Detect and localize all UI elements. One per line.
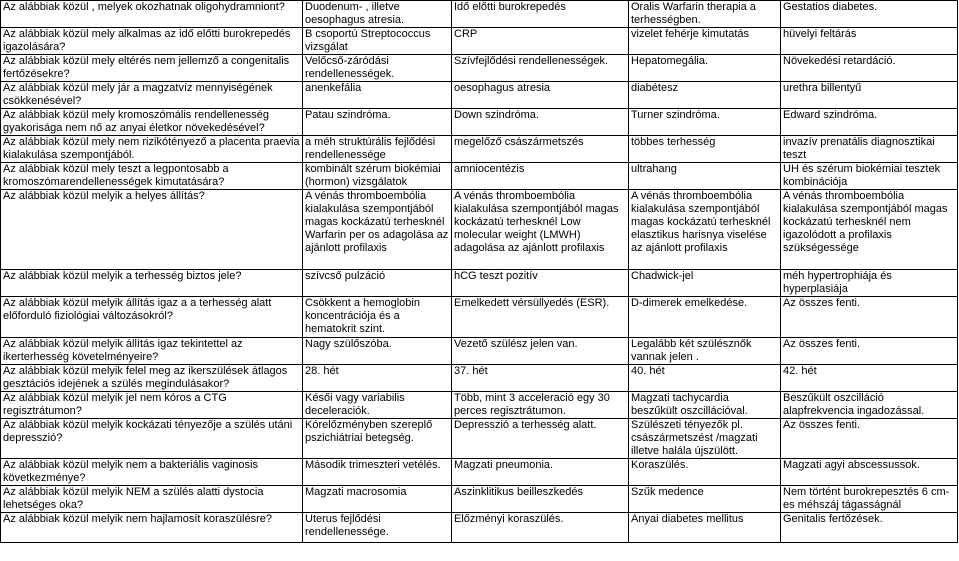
answer-option-a: Kórelőzményben szereplő pszichiátriai betegség. xyxy=(303,419,452,459)
table-row xyxy=(1,190,958,270)
answer-option-d: Magzati agyi abscessussok. xyxy=(781,459,958,486)
answer-option-a: Velőcső-záródási rendellenességek. xyxy=(303,55,452,82)
answer-option-d: Gestatios diabetes. xyxy=(781,1,958,28)
answer-option-b: oesophagus atresia xyxy=(452,82,629,109)
question-cell: Az alábbiak közül melyik nem hajlamosít koraszülésre? xyxy=(1,513,303,543)
table-row xyxy=(1,109,958,136)
question-cell: Az alábbiak közül mely nem rizikótényező a placenta praevia kialakulása szempontjából. xyxy=(1,136,303,163)
table-row xyxy=(1,459,958,486)
answer-option-a: Második trimeszteri vetélés. xyxy=(303,459,452,486)
table-row xyxy=(1,270,958,297)
answer-option-c: Szülészeti tényezők pl. császármetszést /magzati illetve halála újszülött. xyxy=(629,419,781,459)
question-cell: Az alábbiak közül melyik állítás igaz tekintettel az ikerterhesség követelményeire? xyxy=(1,338,303,365)
answer-option-c: Legalább két szülésznők vannak jelen . xyxy=(629,338,781,365)
table-row xyxy=(1,1,958,28)
answer-option-c: többes terhesség xyxy=(629,136,781,163)
table-row xyxy=(1,486,958,513)
answer-option-b: A vénás thromboembólia kialakulása szempontjából magas kockázatú terhesknél Low molecular weight (LMWH) adagolása az ajánlott profilaxis xyxy=(452,190,629,270)
answer-option-d: Nem történt burokrepesztés 6 cm-es méhszáj tágasságnál xyxy=(781,486,958,513)
answer-option-a: Késői vagy variabilis deceleraciók. xyxy=(303,392,452,419)
question-cell: Az alábbiak közül , melyek okozhatnak oligohydramniont? xyxy=(1,1,303,28)
question-cell: Az alábbiak közül melyik a terhesség biztos jele? xyxy=(1,270,303,297)
answer-option-b: 37. hét xyxy=(452,365,629,392)
answer-option-b: hCG teszt pozitív xyxy=(452,270,629,297)
answer-option-d: Edward szindróma. xyxy=(781,109,958,136)
answer-option-d: UH és szérum biokémiai tesztek kombinációja xyxy=(781,163,958,190)
answer-option-c: Koraszülés. xyxy=(629,459,781,486)
quiz-table-body xyxy=(1,1,958,543)
answer-option-d: Az összes fenti. xyxy=(781,297,958,338)
question-cell: Az alábbiak közül melyik felel meg az ikerszülések átlagos gesztációs idejének a szülés megindulásakor? xyxy=(1,365,303,392)
table-row xyxy=(1,28,958,55)
answer-option-b: Aszinklitikus beilleszkedés xyxy=(452,486,629,513)
answer-option-c: Anyai diabetes mellitus xyxy=(629,513,781,543)
answer-option-a: szívcső pulzáció xyxy=(303,270,452,297)
answer-option-b: amniocentézis xyxy=(452,163,629,190)
answer-option-a: kombinált szérum biokémiai (hormon) vizsgálatok xyxy=(303,163,452,190)
table-row xyxy=(1,392,958,419)
answer-option-a: Uterus fejlődési rendellenessége. xyxy=(303,513,452,543)
answer-option-d: Növekedési retardáció. xyxy=(781,55,958,82)
question-cell: Az alábbiak közül melyik NEM a szülés alatti dystocia lehetséges oka? xyxy=(1,486,303,513)
table-row xyxy=(1,82,958,109)
answer-option-b: Down szindróma. xyxy=(452,109,629,136)
answer-option-d: hüvelyi feltárás xyxy=(781,28,958,55)
answer-option-d: Genitalis fertőzések. xyxy=(781,513,958,543)
answer-option-b: Idő előtti burokrepedés xyxy=(452,1,629,28)
answer-option-d: Az összes fenti. xyxy=(781,338,958,365)
answer-option-d: A vénás thromboembólia kialakulása szempontjából magas kockázatú terhesknél nem igazolódott a profilaxis szükségessége xyxy=(781,190,958,270)
answer-option-c: Hepatomegália. xyxy=(629,55,781,82)
table-row xyxy=(1,365,958,392)
table-row xyxy=(1,55,958,82)
question-cell: Az alábbiak közül mely teszt a legpontosabb a kromoszómarendellenességek kimutatására? xyxy=(1,163,303,190)
answer-option-c: A vénás thromboembólia kialakulása szempontjából magas kockázatú terhesknél elasztikus harisnya viselése az ajánlott profilaxis xyxy=(629,190,781,270)
question-cell: Az alábbiak közül melyik állítás igaz a a terhesség alatt előforduló fiziológiai változásokról? xyxy=(1,297,303,338)
answer-option-c: 40. hét xyxy=(629,365,781,392)
question-cell: Az alábbiak közül melyik kockázati tényezője a szülés utáni depresszió? xyxy=(1,419,303,459)
answer-option-d: invazív prenatális diagnosztikai teszt xyxy=(781,136,958,163)
question-cell: Az alábbiak közül mely kromoszómális rendellenesség gyakorisága nem nő az anyai életkor növekedésével? xyxy=(1,109,303,136)
answer-option-c: Chadwick-jel xyxy=(629,270,781,297)
answer-option-b: Magzati pneumonia. xyxy=(452,459,629,486)
answer-option-c: diabétesz xyxy=(629,82,781,109)
answer-option-a: B csoportú Streptococcus vizsgálat xyxy=(303,28,452,55)
question-cell: Az alábbiak közül melyik a helyes állítás? xyxy=(1,190,303,270)
answer-option-c: ultrahang xyxy=(629,163,781,190)
answer-option-b: Szívfejlődési rendellenességek. xyxy=(452,55,629,82)
answer-option-a: Magzati macrosomia xyxy=(303,486,452,513)
answer-option-a: Nagy szülőszóba. xyxy=(303,338,452,365)
answer-option-b: Több, mint 3 acceleració egy 30 perces regisztrátumon. xyxy=(452,392,629,419)
answer-option-a: Patau szindróma. xyxy=(303,109,452,136)
answer-option-d: Beszűkült oszcilláció alapfrekvencia ingadozással. xyxy=(781,392,958,419)
table-row xyxy=(1,136,958,163)
answer-option-b: Előzményi koraszülés. xyxy=(452,513,629,543)
answer-option-b: Vezető szülész jelen van. xyxy=(452,338,629,365)
answer-option-c: Szűk medence xyxy=(629,486,781,513)
table-row xyxy=(1,419,958,459)
table-row xyxy=(1,513,958,543)
answer-option-a: A vénás thromboembólia kialakulása szempontjából magas kockázatú terhesknél Warfarin per os adagolása az ajánlott profilaxis xyxy=(303,190,452,270)
table-row xyxy=(1,297,958,338)
question-cell: Az alábbiak közül melyik nem a bakteriális vaginosis következménye? xyxy=(1,459,303,486)
answer-option-d: méh hypertrophiája és hyperplasiája xyxy=(781,270,958,297)
answer-option-d: urethra billentyű xyxy=(781,82,958,109)
table-row xyxy=(1,338,958,365)
answer-option-a: anenkefália xyxy=(303,82,452,109)
answer-option-b: CRP xyxy=(452,28,629,55)
answer-option-c: D-dimerek emelkedése. xyxy=(629,297,781,338)
answer-option-d: 42. hét xyxy=(781,365,958,392)
answer-option-d: Az összes fenti. xyxy=(781,419,958,459)
answer-option-b: Emelkedett vérsüllyedés (ESR). xyxy=(452,297,629,338)
question-cell: Az alábbiak közül mely alkalmas az idő előtti burokrepedés igazolására? xyxy=(1,28,303,55)
table-row xyxy=(1,163,958,190)
answer-option-c: Turner szindróma. xyxy=(629,109,781,136)
question-cell: Az alábbiak közül melyik jel nem kóros a CTG regisztrátumon? xyxy=(1,392,303,419)
answer-option-c: Magzati tachycardia beszűkült oszcillációval. xyxy=(629,392,781,419)
question-cell: Az alábbiak közül mely eltérés nem jellemző a congenitalis fertőzésekre? xyxy=(1,55,303,82)
question-cell: Az alábbiak közül mely jár a magzatvíz mennyiségének csökkenésével? xyxy=(1,82,303,109)
answer-option-a: Csökkent a hemoglobin koncentrációja és a hematokrit szint. xyxy=(303,297,452,338)
answer-option-a: 28. hét xyxy=(303,365,452,392)
answer-option-a: a méh struktúrális fejlődési rendellenessége xyxy=(303,136,452,163)
answer-option-b: megelőző császármetszés xyxy=(452,136,629,163)
answer-option-c: Oralis Warfarin therapia a terhességben. xyxy=(629,1,781,28)
answer-option-b: Depresszió a terhesség alatt. xyxy=(452,419,629,459)
answer-option-c: vizelet fehérje kimutatás xyxy=(629,28,781,55)
answer-option-a: Duodenum- , illetve oesophagus atresia. xyxy=(303,1,452,28)
